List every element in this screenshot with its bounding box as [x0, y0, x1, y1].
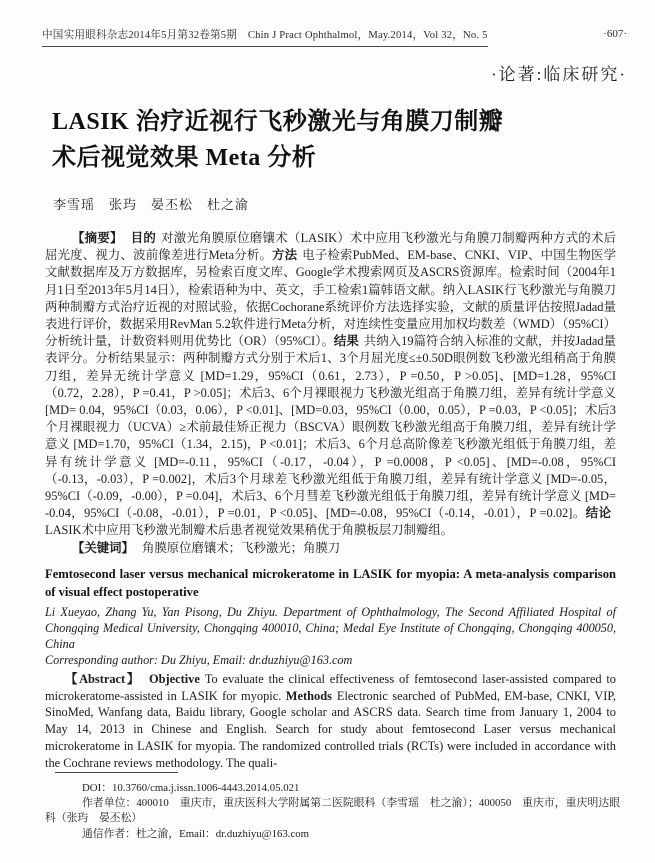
results-heading-cn: 结果	[333, 334, 359, 349]
keywords-label: 【关键词】	[72, 540, 134, 555]
english-title: Femtosecond laser versus mechanical microkeratome in LASIK for myopia: A meta-analysis comparison of visual effect postoperative	[45, 566, 616, 599]
results-text-cn: 共纳入19篇符合纳入标准的文献，并按Jadad量表评分。分析结果显示：两种制瓣方式分别于术后1、3个月屈光度≤±0.50D眼例数飞秒激光组稍高于角膜刀组，差异无统计学意义 [MD=1.29，95%CI（0.61，2.73），P =0.50，P >0.05]、[MD=1.28，95%CI（0.72，2.28），P =0.41，P >0.05]；术后3、6个月裸眼视力飞秒激光组高于角膜刀组，差异有统计学意义 [MD= 0.04，95%CI（0.03，0.06），P <0.01]、[MD=0.03，95%CI（0.00，0.05），P =0.03，P <0.05]；术后3个月裸眼视力（UCVA）≥术前最佳矫正视力（BSCVA）眼例数飞秒激光组高于角膜刀组，差异有统计学意义 [MD=1.70，95%CI（1.34，2.15)，P <0.01]；术后3、6个月总高阶像差飞秒激光组低于角膜刀组，差异有统计学意义 [MD=-0.11，95%CI（-0.17，-0.04），P =0.0008，P <0.05]、[MD=-0.08，95%CI（-0.13，-0.03），P =0.002]，术后3个月球差飞秒激光组低于角膜刀组，差异有统计学意义 [MD=-0.05，95%CI（-0.09，-0.00），P =0.04]，术后3、6个月彗差飞秒激光组低于角膜刀组，差异有统计学意义 [MD= -0.04，95%CI（-0.08，-0.01），P =0.01，P <0.05]、[MD=-0.08，95%CI（-0.14，-0.01），P =0.02]。	[45, 334, 616, 521]
keywords-text: 角膜原位磨镶术；飞秒激光；角膜刀	[141, 540, 341, 555]
abstract-label-cn: 【摘要】	[72, 231, 123, 245]
objective-heading-cn: 目的	[130, 231, 157, 245]
article-title-line-1: LASIK 治疗近视行飞秒激光与角膜刀制瓣	[52, 109, 504, 135]
corresponding-label: 通信作者：	[82, 827, 136, 840]
corresponding-value: 杜之渝，Email：dr.duzhiyu@163.com	[135, 827, 310, 840]
doi-value: 10.3760/cma.j.issn.1006-4443.2014.05.021	[112, 782, 300, 794]
article-title	[52, 104, 552, 176]
methods-text-en: Electronic searched of PubMed, EM-base, CNKI, VIP, SinoMed, Wanfang data, Baidu library, Google scholar and ASCRS data. Search time from January 1, 2004 to May 14, 2013 in Chinese and English. Search for study about femtosecond Laser versus mechanical microkeratome in LASIK for myopia. The randomized controlled trials (RCTs) were included in accordance with the Cochrane reviews methodology. The quali-	[45, 688, 616, 770]
footnote-block	[45, 772, 620, 842]
footnote-divider	[55, 772, 178, 773]
english-abstract	[45, 671, 616, 772]
conclusion-text-cn: LASIK术中应用飞秒激光制瓣术后患者视觉效果稍优于角膜板层刀制瓣组。	[45, 523, 454, 538]
doi-label: DOI：	[82, 782, 112, 794]
chinese-abstract	[45, 230, 616, 540]
author-list: 李雪瑶 张玙 晏丕松 杜之渝	[53, 197, 250, 212]
page-header	[42, 27, 627, 47]
affiliation-value: 400010 重庆市，重庆医科大学附属第二医院眼科（李雪瑶 杜之渝）；400050 重庆市，重庆明达眼科（张玙 晏丕松）	[45, 797, 620, 825]
journal-masthead: 中国实用眼科杂志2014年5月第32卷第5期 Chin J Pract Ophthalmol，May.2014，Vol 32，No. 5	[42, 27, 488, 47]
english-corresponding-author: Corresponding author: Du Zhiyu, Email: dr.duzhiyu@163.com	[45, 652, 353, 667]
english-authors-affiliation: Li Xueyao, Zhang Yu, Yan Pisong, Du Zhiyu. Department of Ophthalmology, The Second Affiliated Hospital of Chongqing Medical University, Chongqing 400010, China; Medal Eye Institute of Chongqing, Chongqing 400050, China	[45, 604, 616, 651]
abstract-label-en: 【Abstract】	[65, 671, 141, 686]
methods-text-cn: 电子检索PubMed、EM-base、CNKI、VIP、中国生物医学文献数据库及万方数据库，另检索百度文库、Google学术搜索网页及ASCRS资源库。检索时间（2004年1月1日至2013年5月14日），检索语种为中、英文，手工检索1篇韩语文献。纳入LASIK行飞秒激光与角膜刀两种制瓣方式治疗近视的对照试验，依据Cochorane系统评价方法选择实验，文献的质量评估按照Jadad量表进行评价，数据采用RevMan 5.2软件进行Meta分析，对连续性变量应用加权均数差（WMD）（95%CI）分析统计量，计数资料则用优势比（OR）（95%CI）。	[45, 248, 617, 349]
article-body	[45, 230, 616, 772]
doi-line	[45, 781, 620, 796]
article-category-label: ·论著:临床研究·	[490, 65, 627, 84]
keywords-line	[45, 540, 616, 557]
objective-heading-en: Objective	[148, 671, 200, 686]
affiliation-label: 作者单位：	[82, 797, 137, 810]
corresponding-line	[45, 827, 620, 842]
article-title-line-2: 术后视觉效果 Meta 分析	[52, 145, 317, 171]
affiliation-line	[45, 796, 620, 826]
methods-heading-cn: 方法	[272, 248, 298, 263]
page-number: ·607·	[603, 28, 627, 40]
conclusion-heading-cn: 结论	[585, 506, 611, 521]
objective-text-cn: 对激光角膜原位磨镶术（LASIK）术中应用飞秒激光与角膜刀制瓣两种方式的术后屈光度、视力、波前像差进行Meta分析。	[45, 231, 617, 263]
methods-heading-en: Methods	[285, 688, 332, 703]
objective-text-en: To evaluate the clinical effectiveness of femtosecond laser-assisted compared to microkeratome-assisted in LASIK for myopic.	[45, 671, 617, 703]
